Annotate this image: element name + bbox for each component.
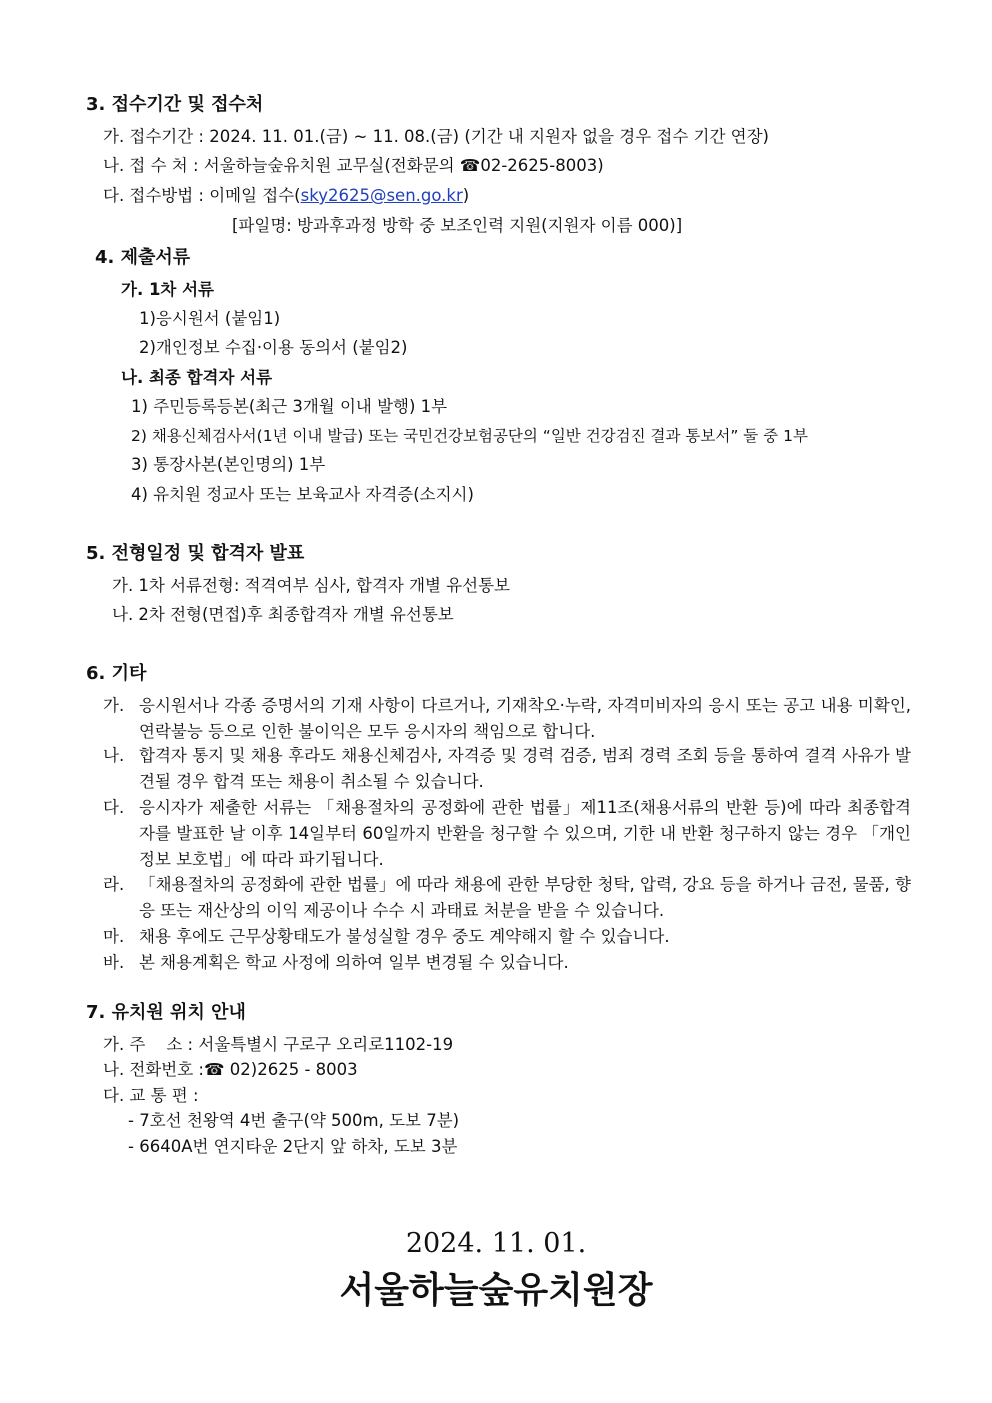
section-4-title: 4. 제출서류: [95, 247, 191, 268]
final-docs-item: 4) 유치원 정교사 또는 보육교사 자격증(소지시): [131, 485, 474, 504]
first-docs-title: 가. 1차 서류: [121, 280, 214, 299]
application-method-suffix: ): [462, 186, 470, 205]
notice-item-label: 가.: [103, 696, 125, 715]
application-period: 가. 접수기간 : 2024. 11. 01.(금) ~ 11. 08.(금) (기간 내 지원자 없을 경우 접수 기간 연장): [103, 127, 769, 146]
application-place: 나. 접 수 처 : 서울하늘숲유치원 교무실(전화문의 ☎02-2625-8003): [103, 156, 604, 175]
transport-item: - 6640A번 연지타운 2단지 앞 하차, 도보 3분: [128, 1137, 458, 1156]
section-7-title: 7. 유치원 위치 안내: [86, 1002, 246, 1023]
notice-item: [103, 924, 911, 950]
section-5-title: 5. 전형일정 및 합격자 발표: [86, 543, 305, 564]
phone-line: 나. 전화번호 :☎ 02)2625 - 8003: [103, 1060, 358, 1079]
notice-item-label: 마.: [103, 927, 125, 946]
notice-item-text: 합격자 통지 및 채용 후라도 채용신체검사, 자격증 및 경력 검증, 범죄 경력 조회 등을 통하여 결격 사유가 발견될 경우 합격 또는 채용이 취소될 수 있습니다.: [139, 746, 911, 791]
notice-item-text: 본 채용계획은 학교 사정에 의하여 일부 변경될 수 있습니다.: [139, 953, 569, 972]
filename-format: [파일명: 방과후과정 방학 중 보조인력 지원(지원자 이름 000)]: [232, 216, 683, 235]
email-link[interactable]: sky2625@sen.go.kr: [300, 186, 463, 205]
notice-item-label: 나.: [103, 746, 125, 765]
schedule-item: 나. 2차 전형(면접)후 최종합격자 개별 유선통보: [112, 605, 454, 624]
schedule-item: 가. 1차 서류전형: 적격여부 심사, 합격자 개별 유선통보: [112, 576, 510, 595]
application-method: [103, 185, 469, 207]
final-docs-item: 1) 주민등록등본(최근 3개월 이내 발행) 1부: [131, 397, 448, 416]
notice-item-text: 응시자가 제출한 서류는 「채용절차의 공정화에 관한 법률」제11조(채용서류의 반환 등)에 따라 최종합격자를 발표한 날 이후 14일부터 60일까지 반환을 청구할 수 있으며, 기한 내 반환 청구하지 않는 경우 「개인정보 보호법」에 따라 파기됩니다.: [139, 798, 911, 869]
notice-item-label: 바.: [103, 953, 125, 972]
notice-item-label: 라.: [103, 875, 125, 894]
signature-date: 2024. 11. 01.: [405, 1228, 587, 1259]
notice-item: [103, 872, 911, 924]
notice-item-label: 다.: [103, 798, 125, 817]
first-docs-item: 1)응시원서 (붙임1): [139, 309, 281, 328]
final-docs-item: 3) 통장사본(본인명의) 1부: [131, 455, 326, 474]
notice-item-text: 「채용절차의 공정화에 관한 법률」에 따라 채용에 관한 부당한 청탁, 압력, 강요 등을 하거나 금전, 물품, 향응 또는 재산상의 이익 제공이나 수수 시 과태료 처분을 받을 수 있습니다.: [139, 875, 911, 920]
signature-name: 서울하늘숲유치원장: [339, 1270, 653, 1311]
notice-item: [103, 950, 911, 976]
notice-item: [103, 693, 911, 745]
transport-item: - 7호선 천왕역 4번 출구(약 500m, 도보 7분): [128, 1111, 460, 1130]
application-method-prefix: 다. 접수방법 : 이메일 접수(: [103, 186, 301, 205]
notice-item-text: 응시원서나 각종 증명서의 기재 사항이 다르거나, 기재착오·누락, 자격미비자의 응시 또는 공고 내용 미확인, 연락불능 등으로 인한 불이익은 모두 응시자의 책임으로 합니다.: [139, 696, 911, 741]
final-docs-title: 나. 최종 합격자 서류: [121, 368, 273, 387]
transport-title: 다. 교 통 편 :: [103, 1086, 199, 1105]
section-6-title: 6. 기타: [86, 663, 147, 684]
first-docs-item: 2)개인정보 수집·이용 동의서 (붙임2): [139, 338, 408, 357]
address-line: 가. 주 소 : 서울특별시 구로구 오리로1102-19: [103, 1035, 454, 1054]
notice-item: [103, 743, 911, 795]
notice-item-text: 채용 후에도 근무상황태도가 불성실할 경우 중도 계약해지 할 수 있습니다.: [139, 927, 670, 946]
notice-item: [103, 795, 911, 873]
final-docs-item: 2) 채용신체검사서(1년 이내 발급) 또는 국민건강보험공단의 “일반 건강검진 결과 통보서” 둘 중 1부: [131, 427, 808, 445]
section-3-title: 3. 접수기간 및 접수처: [86, 94, 264, 115]
